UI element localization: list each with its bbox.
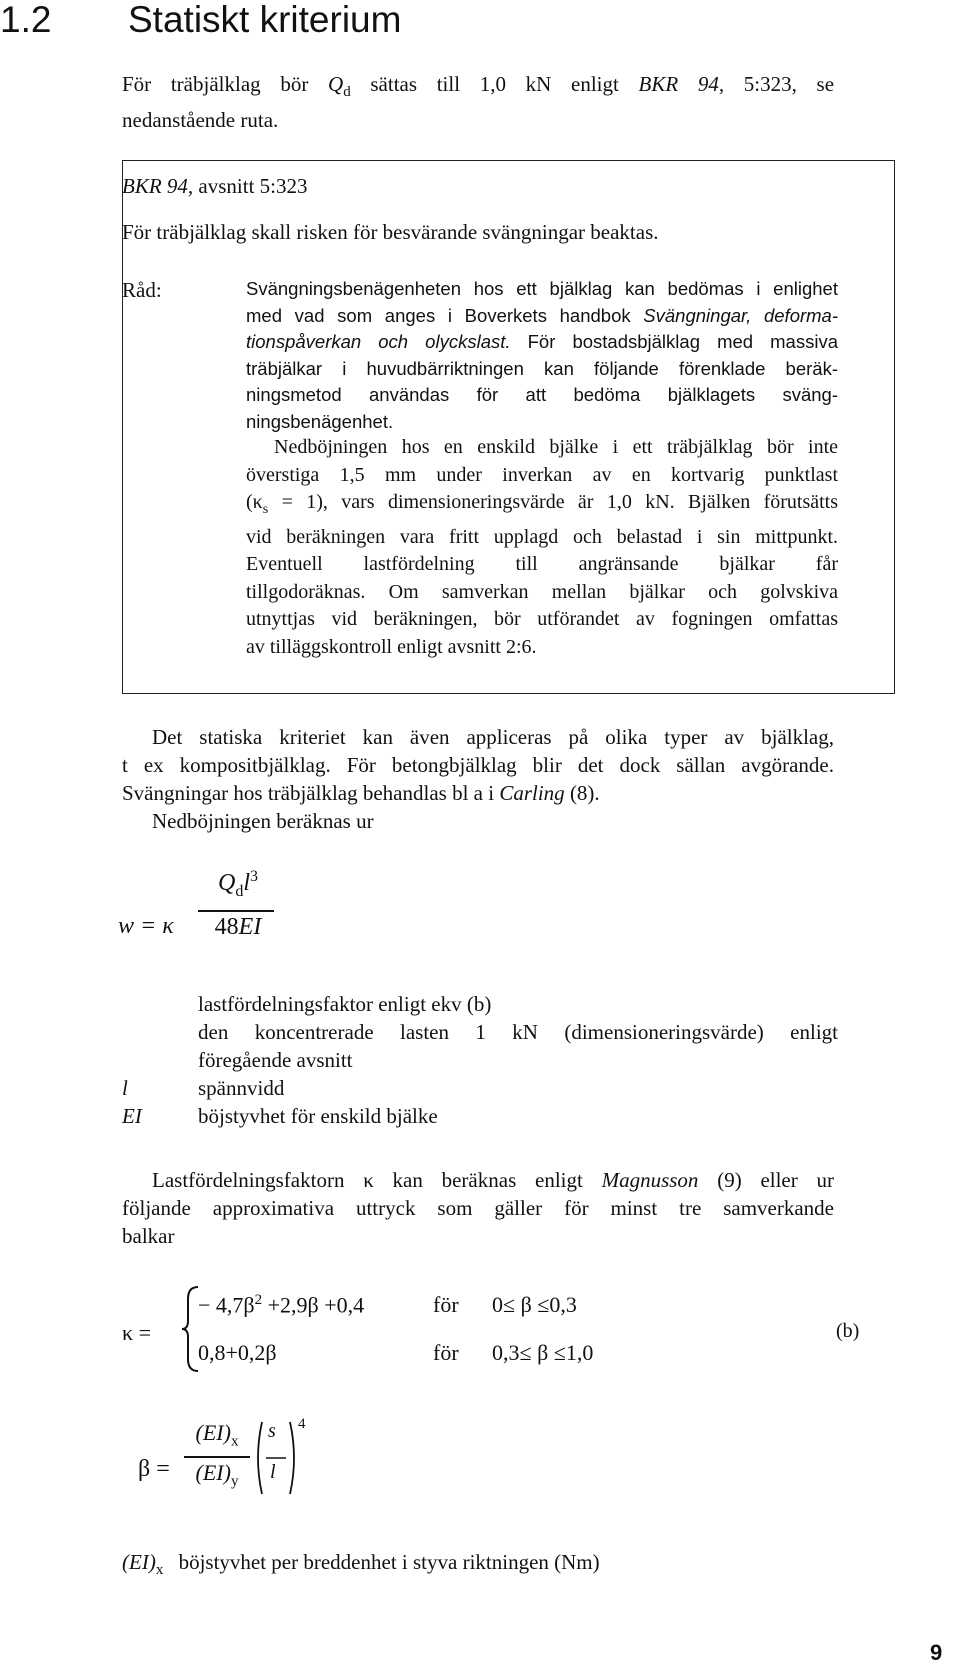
formula-beta-l: l [270, 1461, 276, 1483]
formula-beta-numerator: $(EI)_x$ [195, 1420, 239, 1450]
intro-line-2: nedanstående ruta. [122, 108, 279, 133]
formula-beta-denominator: $(EI)_y$ [195, 1460, 239, 1490]
formula-kappa-cond1: 0≤ β ≤0,3 [492, 1292, 577, 1317]
section-title: Statiskt kriterium [128, 0, 402, 40]
intro-text-3: 5:323, se [743, 72, 835, 96]
box-ref: BKR 94, avsnitt 5:323 [122, 174, 308, 198]
definitions [198, 990, 838, 1130]
equation-label-b: (b) [836, 1320, 860, 1342]
body-paragraph: Det statiska kriteriet kan även appliceras på olika typer av bjälklag, t ex kompositbjälklag. För betongbjälklag blir det dock sällan avgörande. Svängningar hos träbjälklag behandlas bl a i Carling (8). Nedböjningen beräknas ur [122, 725, 834, 833]
formula-kappa-lhs: κ = [122, 1320, 151, 1345]
box-advice: Svängningsbenägenheten hos ett bjälklag kan bedömas i enlighet med vad som anges i Boverkets handbok Svängningar, deforma- tionspåverkan och olyckslast. För bostadsbjälklag med massiva träbjälkar i huvudbärriktningen kan följande förenklade beräk- ningsmetod användas för att bedöma bjälklagets sväng- ningsbenägenhet. [246, 278, 839, 432]
formula-w-fraction-bar [198, 910, 274, 912]
box-label: Råd: [122, 278, 162, 302]
def-l: spännvidd [198, 1076, 285, 1100]
formula-kappa-row2: 0,8+0,2β [198, 1340, 277, 1365]
def-kappa: lastfördelningsfaktor enligt ekv (b) [198, 992, 492, 1016]
page-number: 9 [930, 1640, 943, 1665]
formula-kappa-cond2-word: för [433, 1340, 459, 1365]
formula-w-numerator: $Q_dl^3$ [217, 868, 258, 900]
def-symbol-l: l [122, 1076, 128, 1100]
def-eix: $(EI)_x$ böjstyvhet per breddenhet i styva riktningen (Nm) [122, 1550, 600, 1579]
def-qd-cont: föregående avsnitt [198, 1048, 353, 1072]
formula-kappa-row1: − $4,7\beta^2 +2,9\beta +0,4$ [198, 1292, 365, 1318]
def-symbol-ei: EI [122, 1104, 142, 1128]
formula-beta-lhs: β = [138, 1456, 170, 1482]
section-number: 1.2 [0, 0, 52, 40]
para-kappa: Lastfördelningsfaktorn κ kan beräknas enligt Magnusson (9) eller ur följande approximativa uttryck som gäller för minst tre samverkande balkar [122, 1168, 834, 1248]
formula-beta-parentheses [252, 1418, 302, 1498]
def-eix-symbol: (EI) [122, 1550, 156, 1574]
formula-w-denominator: 48EI [214, 914, 262, 940]
intro-text-1: För träbjälklag bör [122, 72, 309, 96]
def-qd: den koncentrerade lasten 1 kN (dimensioneringsvärde) enligt [198, 1020, 838, 1044]
section-heading [0, 0, 401, 40]
intro-ref: BKR 94, [638, 72, 725, 96]
formula-kappa-cond1-word: för [433, 1292, 459, 1317]
formula-kappa-cond2: 0,3≤ β ≤1,0 [492, 1340, 594, 1365]
intro-paragraph [122, 70, 834, 134]
formula-beta-fraction-bar [184, 1456, 250, 1458]
formula-beta-s: s [268, 1420, 276, 1442]
intro-text-2: sättas till 1,0 kN enligt [370, 72, 619, 96]
intro-symbol: $Q_d$ [328, 72, 351, 101]
box-advice-2: Nedböjningen hos en enskild bjälke i ett träbjälklag bör inte överstiga 1,5 mm under inverkan av en kortvarig punktlast $(\kappa_s = 1)$, vars dimensioneringsvärde är 1,0 kN. Bjälken förutsätts vid beräkningen vara fritt upplagd och belastad i sin mittpunkt. Eventuell lastfördelning till angränsande bjälkar får tillgodoräknas. Om samverkan mellan bjälkar och golvskiva utnyttjas vid beräkningen, bör utförandet av fogningen omfattas av tilläggskontroll enligt avsnitt 2:6. [246, 436, 839, 658]
box-lead: För träbjälklag skall risken för besvärande svängningar beaktas. [122, 220, 659, 244]
formula-beta-exponent: 4 [298, 1416, 306, 1432]
def-ei: böjstyvhet för enskild bjälke [198, 1104, 438, 1128]
formula-w-lhs: w = κ [118, 913, 174, 939]
def-eix-text: böjstyvhet per breddenhet i styva riktningen (Nm) [178, 1550, 600, 1574]
